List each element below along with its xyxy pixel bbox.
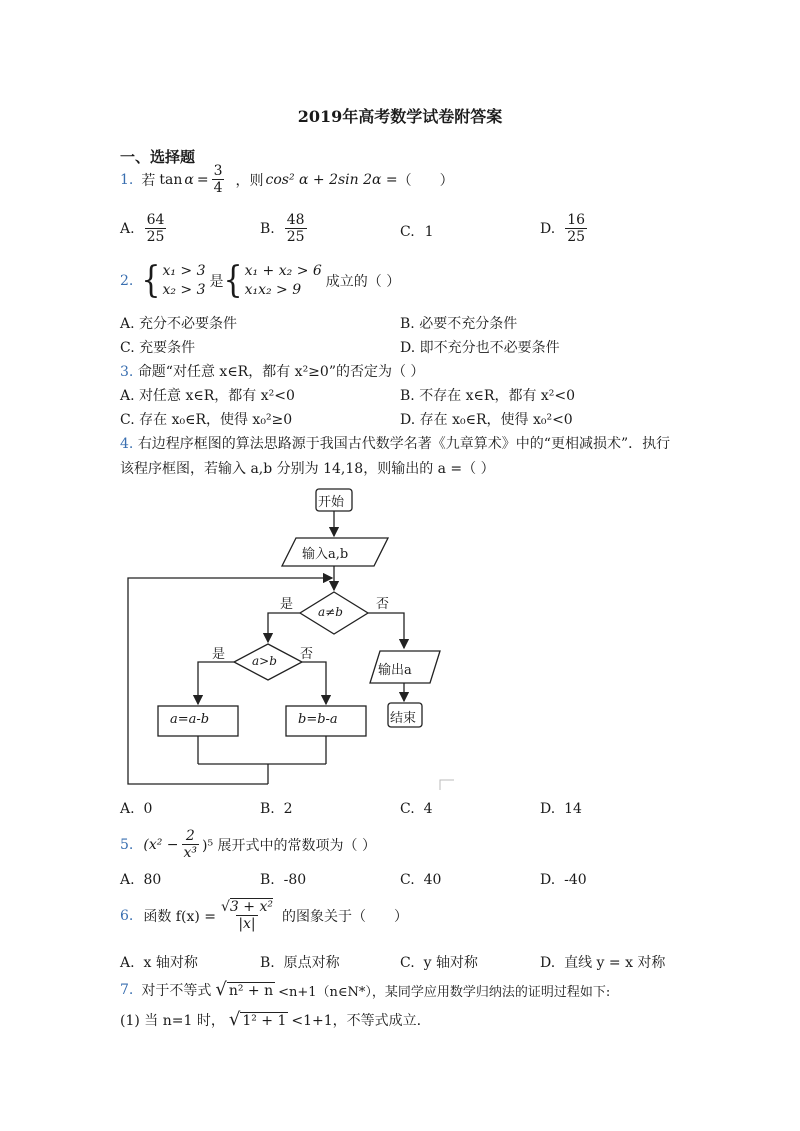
question-number: 1.	[120, 171, 134, 188]
q7-l2-radical	[229, 1011, 289, 1029]
question-2-stem	[120, 259, 401, 302]
q5-post: )⁵ 展开式中的常数项为（ ）	[202, 837, 377, 854]
q1-fraction	[212, 164, 225, 195]
q3-option-b[interactable]	[400, 385, 575, 405]
q1-alpha: α	[184, 171, 194, 188]
q2-option-b[interactable]	[400, 313, 517, 333]
option-label: A.	[120, 872, 135, 888]
system-line: x₂ > 3	[162, 282, 206, 298]
option-label: C.	[400, 955, 415, 971]
option-text: 即不充分也不必要条件	[419, 340, 560, 356]
q2-mid: 是	[209, 274, 224, 290]
option-text: 4	[423, 801, 433, 817]
q2-option-d[interactable]	[400, 337, 560, 357]
radicand: n² + n	[228, 983, 274, 999]
brace: {	[223, 259, 243, 302]
option-label: C.	[400, 801, 415, 817]
flow-no-1: 否	[376, 597, 390, 612]
question-number: 5.	[120, 836, 134, 853]
option-label: C.	[120, 412, 135, 428]
question-3-stem	[120, 361, 424, 381]
flow-yes-1: 是	[280, 597, 294, 612]
q2-post: 成立的（ ）	[325, 274, 401, 290]
q5-option-d[interactable]	[540, 872, 587, 888]
frac-den: 25	[567, 228, 586, 245]
option-label: D.	[540, 872, 556, 888]
flow-input-label: 输入a,b	[302, 547, 349, 562]
option-label: C.	[400, 224, 415, 240]
frac-num: 16	[567, 212, 586, 228]
q6-pre: 函数 f(x) =	[143, 908, 216, 925]
q3-option-d[interactable]	[400, 409, 573, 429]
flow-op-2-label: b=b-a	[298, 712, 338, 727]
flow-cond-2-label: a>b	[252, 654, 277, 668]
q4-line-1: 右边程序框图的算法思路源于我国古代数学名著《九章算术》中的“更相减损术”．执行	[137, 436, 671, 452]
q1-mid: ，则	[235, 172, 264, 189]
q6-fraction	[219, 900, 275, 931]
q6-option-c[interactable]	[400, 952, 478, 972]
q5-fraction	[182, 829, 200, 860]
q4-option-b[interactable]	[260, 801, 293, 817]
flow-output-label: 输出a	[378, 663, 412, 678]
section-heading: 一、选择题	[120, 148, 196, 166]
option-text: 2	[283, 801, 293, 817]
q1-eq: =	[196, 171, 209, 188]
option-label: B.	[400, 316, 415, 332]
q7-pre: 对于不等式	[141, 983, 212, 999]
question-4-stem	[120, 433, 670, 453]
flow-op-1-label: a=a-b	[170, 712, 210, 727]
option-text: 14	[564, 801, 582, 817]
option-label: B.	[260, 955, 275, 971]
q6-option-a[interactable]	[120, 952, 198, 972]
option-text: y 轴对称	[423, 955, 478, 971]
question-7-stem	[120, 980, 610, 1000]
q1-option-b[interactable]	[260, 213, 310, 244]
question-6-stem	[120, 900, 408, 931]
q1-option-c[interactable]	[400, 224, 434, 240]
question-5-stem	[120, 829, 376, 860]
q1-frac-num: 3	[213, 163, 223, 179]
flow-end-label: 结束	[390, 711, 417, 726]
option-text: 存在 x₀∈R，使得 x₀²≥0	[139, 412, 293, 428]
frac-den: 25	[146, 228, 165, 245]
q5-option-b[interactable]	[260, 872, 306, 888]
q6-option-d[interactable]	[540, 952, 665, 972]
q1-frac-den: 4	[213, 179, 223, 196]
option-label: A.	[120, 955, 135, 971]
q5-option-a[interactable]	[120, 872, 161, 888]
option-label: A.	[120, 801, 135, 817]
page-title: 2019年高考数学试卷附答案	[297, 107, 503, 126]
q1-expr: cos² α + 2sin 2α =	[265, 171, 398, 188]
q3-option-c[interactable]	[120, 409, 292, 429]
option-label: A.	[120, 316, 135, 332]
q7-post: <n+1（n∈N*），某同学应用数学归纳法的证明过程如下:	[278, 984, 611, 1000]
system-line: x₁ + x₂ > 6	[244, 263, 322, 279]
q1-tan: tan	[159, 171, 183, 188]
option-label: B.	[400, 388, 415, 404]
q5-frac-den: x³	[183, 844, 198, 861]
option-text: 80	[143, 872, 162, 888]
option-fraction	[285, 213, 307, 244]
option-label: D.	[400, 412, 416, 428]
option-label: D.	[540, 220, 556, 237]
option-text: 充要条件	[139, 340, 196, 356]
radicand: 1² + 1	[242, 1013, 287, 1029]
q4-option-c[interactable]	[400, 801, 433, 817]
q3-stem-text: 命题“对任意 x∈R，都有 x²≥0”的否定为（ ）	[137, 364, 425, 380]
q6-option-b[interactable]	[260, 952, 340, 972]
q5-option-c[interactable]	[400, 872, 441, 888]
question-number: 3.	[120, 364, 134, 380]
option-label: A.	[120, 388, 135, 404]
q1-paren: （ ）	[397, 172, 454, 189]
option-label: D.	[540, 955, 556, 971]
system-line: x₁ > 3	[162, 263, 206, 279]
q4-line-2: 该程序框图，若输入 a,b 分别为 14,18，则输出的 a =（ ）	[120, 461, 495, 477]
q6-frac-num	[219, 900, 275, 915]
option-text: 0	[143, 801, 153, 817]
option-text: 存在 x₀∈R，使得 x₀²<0	[419, 412, 573, 428]
option-text: -40	[564, 872, 587, 888]
q4-option-a[interactable]	[120, 801, 152, 817]
brace: {	[141, 259, 161, 302]
option-label: D.	[400, 340, 416, 356]
option-label: C.	[120, 340, 135, 356]
option-fraction	[565, 213, 587, 244]
option-text: 必要不充分条件	[419, 316, 518, 332]
option-text: 直线 y = x 对称	[564, 955, 666, 971]
option-text: 对任意 x∈R，都有 x²<0	[139, 388, 295, 404]
q2-option-a[interactable]	[120, 313, 237, 333]
option-fraction	[145, 213, 167, 244]
option-text: 充分不必要条件	[139, 316, 238, 332]
radical-icon: √	[221, 899, 230, 915]
option-label: D.	[540, 801, 556, 817]
frac-num: 48	[286, 212, 305, 228]
q2-system-2	[223, 259, 322, 302]
q7-l2-pre: (1) 当 n=1 时，	[120, 1013, 225, 1029]
flow-cond-1-label: a≠b	[318, 605, 343, 619]
option-label: C.	[400, 872, 415, 888]
q6-post: 的图象关于（ ）	[281, 908, 408, 925]
option-text: x 轴对称	[143, 955, 198, 971]
flow-no-2: 否	[300, 647, 314, 662]
q6-frac-den: |x|	[238, 915, 256, 932]
question-1-stem	[120, 164, 454, 195]
q2-system-1	[141, 259, 206, 302]
flow-yes-2: 是	[212, 647, 226, 662]
option-text: 不存在 x∈R，都有 x²<0	[419, 388, 576, 404]
q1-pre: 若	[141, 172, 156, 189]
option-text: -80	[283, 872, 307, 888]
q1-option-a[interactable]	[120, 213, 169, 244]
q1-option-d[interactable]	[540, 213, 590, 244]
q7-l2-post: <1+1，不等式成立.	[291, 1013, 422, 1029]
radical-icon: √	[228, 1009, 241, 1030]
question-number: 7.	[120, 982, 134, 998]
question-number: 2.	[120, 273, 134, 289]
frac-den: 25	[286, 228, 305, 245]
q5-pre: (x² −	[143, 836, 179, 853]
option-label: A.	[120, 220, 135, 237]
q3-option-a[interactable]	[120, 385, 295, 405]
question-number: 6.	[120, 907, 134, 924]
option-text: 原点对称	[283, 955, 340, 971]
option-text: 1	[424, 224, 434, 240]
flow-start-label: 开始	[318, 495, 345, 510]
q7-radical	[215, 981, 275, 999]
radicand: 3 + x²	[229, 899, 273, 915]
frac-num: 64	[146, 212, 165, 228]
option-label: B.	[260, 220, 275, 237]
question-number: 4.	[120, 436, 134, 452]
q7-line-2	[120, 1010, 421, 1030]
system-line: x₁x₂ > 9	[244, 282, 302, 298]
option-text: 40	[423, 872, 442, 888]
radical-icon: √	[215, 979, 227, 1000]
q5-frac-num: 2	[185, 828, 195, 844]
option-label: B.	[260, 872, 275, 888]
q4-option-d[interactable]	[540, 801, 582, 817]
option-label: B.	[260, 801, 275, 817]
q2-option-c[interactable]	[120, 337, 195, 357]
